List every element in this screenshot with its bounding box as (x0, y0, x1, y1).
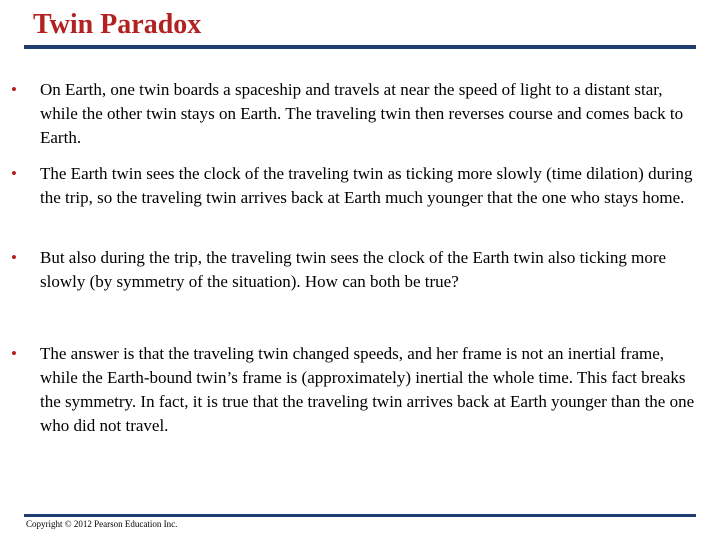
bullet-item (11, 78, 700, 150)
bullet-item (11, 246, 700, 294)
bullet-dot-icon: • (11, 344, 17, 363)
bullet-dot-icon: • (11, 164, 17, 183)
bullet-item (11, 162, 700, 210)
copyright-notice: Copyright © 2012 Pearson Education Inc. (26, 519, 178, 529)
bullet-item (11, 342, 700, 438)
bullet-dot-icon: • (11, 248, 17, 267)
bullet-text: On Earth, one twin boards a spaceship and travels at near the speed of light to a distant star, while the other twin stays on Earth. The traveling twin then reverses course and comes back to Earth. (40, 80, 684, 147)
bullet-text: The answer is that the traveling twin changed speeds, and her frame is not an inertial frame, while the Earth-bound twin’s frame is (approximately) inertial the whole time. This fact breaks the symmetry. In fact, it is true that the traveling twin arrives back at Earth younger than the one who did not travel. (40, 344, 695, 435)
bullet-text: But also during the trip, the traveling twin sees the clock of the Earth twin also ticking more slowly (by symmetry of the situation). How can both be true? (40, 248, 667, 291)
bullet-text: The Earth twin sees the clock of the traveling twin as ticking more slowly (time dilation) during the trip, so the traveling twin arrives back at Earth much younger that the one who stays home. (40, 164, 693, 207)
footer-divider (24, 514, 696, 517)
bullet-dot-icon: • (11, 80, 17, 99)
title-divider (24, 45, 696, 49)
slide-title: Twin Paradox (33, 9, 202, 40)
